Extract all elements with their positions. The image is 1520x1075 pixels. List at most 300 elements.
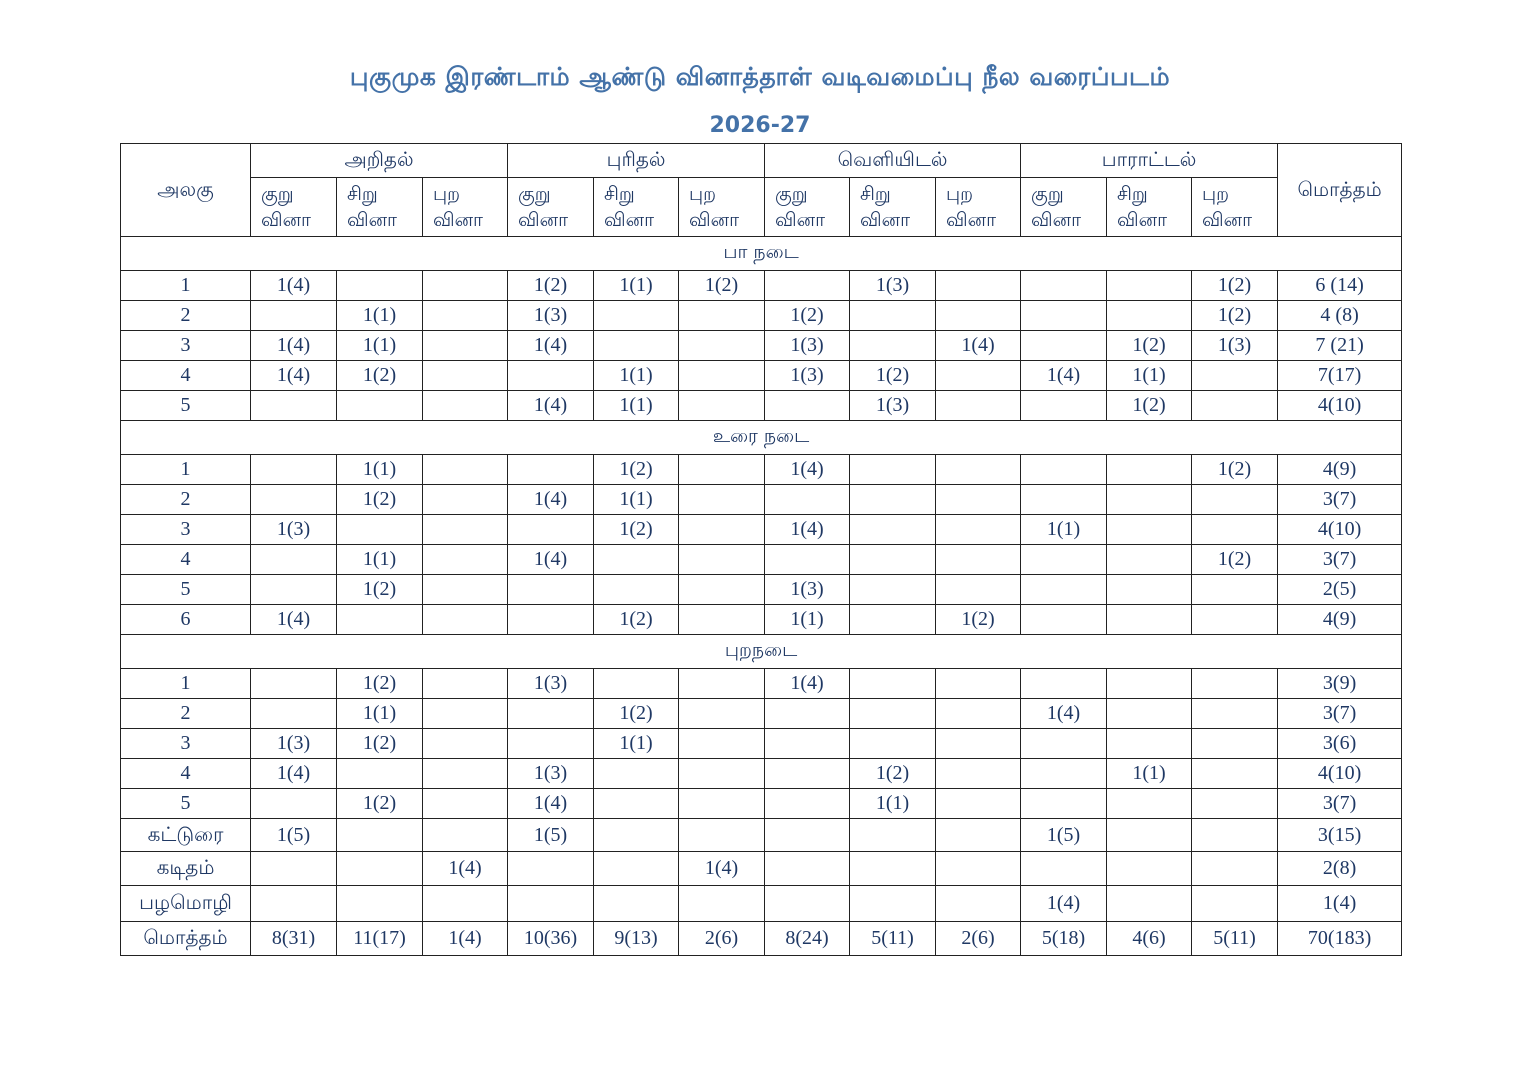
- table-cell: [1021, 669, 1107, 699]
- table-cell: [679, 545, 765, 575]
- row-total: 1(4): [1278, 886, 1402, 922]
- table-cell: [765, 391, 850, 421]
- table-cell: [251, 669, 337, 699]
- table-cell: [1107, 455, 1192, 485]
- table-cell: [1107, 485, 1192, 515]
- table-cell: [936, 819, 1021, 852]
- table-cell: 1(1): [337, 455, 423, 485]
- table-cell: [251, 789, 337, 819]
- table-cell: 1(3): [850, 391, 936, 421]
- table-cell: [1107, 669, 1192, 699]
- table-cell: [936, 515, 1021, 545]
- section-title: பா நடை: [121, 237, 1402, 271]
- row-total: 3(15): [1278, 819, 1402, 852]
- table-body: [121, 237, 1402, 956]
- header-group: வெளியிடல்: [765, 144, 1021, 178]
- table-row: [121, 789, 1402, 819]
- table-row: [121, 301, 1402, 331]
- table-cell: 1(1): [1021, 515, 1107, 545]
- row-unit: 4: [121, 545, 251, 575]
- table-cell: 1(1): [337, 699, 423, 729]
- table-cell: [936, 455, 1021, 485]
- table-cell: [850, 515, 936, 545]
- subcol-line1: சிறு: [604, 183, 635, 205]
- table-row: [121, 331, 1402, 361]
- subcol-line2: வினா: [689, 209, 739, 231]
- table-cell: [337, 759, 423, 789]
- row-total: 4 (8): [1278, 301, 1402, 331]
- table-cell: [251, 301, 337, 331]
- table-cell: [423, 819, 508, 852]
- table-cell: [936, 729, 1021, 759]
- table-cell: 1(2): [337, 789, 423, 819]
- table-cell: [251, 699, 337, 729]
- table-row: [121, 759, 1402, 789]
- table-cell: 1(2): [1107, 331, 1192, 361]
- table-cell: [679, 515, 765, 545]
- table-cell: [594, 575, 679, 605]
- header-unit: அலகு: [121, 144, 251, 237]
- table-cell: [1021, 729, 1107, 759]
- table-cell: [337, 605, 423, 635]
- table-row: [121, 699, 1402, 729]
- table-cell: [850, 485, 936, 515]
- table-cell: 1(4): [1021, 886, 1107, 922]
- row-unit: மொத்தம்: [121, 922, 251, 956]
- table-cell: [1107, 271, 1192, 301]
- table-cell: [1021, 391, 1107, 421]
- table-cell: [850, 729, 936, 759]
- table-cell: [936, 271, 1021, 301]
- subcol-line2: வினா: [860, 209, 910, 231]
- table-cell: [251, 852, 337, 886]
- row-unit: 3: [121, 331, 251, 361]
- table-cell: [850, 886, 936, 922]
- row-total: 6 (14): [1278, 271, 1402, 301]
- table-cell: [1192, 605, 1278, 635]
- table-cell: [251, 391, 337, 421]
- table-cell: [1107, 515, 1192, 545]
- table-row: [121, 852, 1402, 886]
- header-group: அறிதல்: [251, 144, 508, 178]
- table-cell: 1(4): [423, 922, 508, 956]
- subcol-line1: சிறு: [347, 183, 378, 205]
- table-cell: 1(4): [423, 852, 508, 886]
- table-row: [121, 922, 1402, 956]
- table-cell: 1(1): [594, 729, 679, 759]
- table-cell: [1192, 669, 1278, 699]
- row-unit: கட்டுரை: [121, 819, 251, 852]
- section-title: புறநடை: [121, 635, 1402, 669]
- header-subcol: [594, 178, 679, 237]
- table-cell: 1(2): [1192, 271, 1278, 301]
- table-cell: 1(4): [508, 545, 594, 575]
- table-cell: 1(3): [765, 331, 850, 361]
- table-cell: [423, 669, 508, 699]
- table-cell: [1021, 485, 1107, 515]
- row-unit: 5: [121, 575, 251, 605]
- table-cell: 1(2): [1192, 301, 1278, 331]
- table-cell: [1107, 852, 1192, 886]
- table-cell: [508, 699, 594, 729]
- table-cell: [594, 301, 679, 331]
- table-cell: 1(4): [251, 361, 337, 391]
- table-cell: [936, 485, 1021, 515]
- table-cell: [679, 455, 765, 485]
- page-title: புகுமுக இரண்டாம் ஆண்டு வினாத்தாள் வடிவமைப்பு நீல வரைப்படம்: [349, 62, 1171, 91]
- table-cell: [679, 575, 765, 605]
- table-cell: 1(4): [508, 331, 594, 361]
- table-cell: [423, 699, 508, 729]
- header-subcol: [679, 178, 765, 237]
- table-cell: 1(3): [508, 759, 594, 789]
- subcol-line2: வினா: [347, 209, 397, 231]
- subcol-line2: வினா: [775, 209, 825, 231]
- table-cell: [679, 485, 765, 515]
- table-cell: [1192, 819, 1278, 852]
- table-cell: [1107, 886, 1192, 922]
- blueprint-table: [120, 143, 1402, 956]
- table-cell: 1(4): [1021, 699, 1107, 729]
- table-cell: [337, 886, 423, 922]
- section-row: [121, 635, 1402, 669]
- table-cell: 1(2): [1192, 545, 1278, 575]
- table-cell: [850, 819, 936, 852]
- table-cell: [1021, 545, 1107, 575]
- table-cell: [508, 515, 594, 545]
- table-cell: 1(4): [508, 391, 594, 421]
- row-total: 7 (21): [1278, 331, 1402, 361]
- table-cell: [594, 331, 679, 361]
- row-total: 3(9): [1278, 669, 1402, 699]
- table-cell: 1(2): [594, 699, 679, 729]
- table-cell: [765, 789, 850, 819]
- table-row: [121, 669, 1402, 699]
- table-cell: 8(31): [251, 922, 337, 956]
- table-cell: [936, 669, 1021, 699]
- table-cell: 1(2): [594, 605, 679, 635]
- table-cell: [594, 759, 679, 789]
- table-cell: 1(3): [765, 361, 850, 391]
- table-cell: 11(17): [337, 922, 423, 956]
- table-cell: 1(1): [337, 545, 423, 575]
- table-cell: 1(1): [337, 331, 423, 361]
- table-cell: [1192, 759, 1278, 789]
- row-unit: 3: [121, 729, 251, 759]
- table-cell: [508, 361, 594, 391]
- table-cell: [594, 819, 679, 852]
- table-cell: 1(5): [251, 819, 337, 852]
- table-row: [121, 361, 1402, 391]
- table-row: [121, 729, 1402, 759]
- subcol-line1: சிறு: [860, 183, 891, 205]
- table-cell: 1(1): [850, 789, 936, 819]
- table-cell: [423, 605, 508, 635]
- table-cell: [337, 852, 423, 886]
- table-cell: 1(2): [337, 485, 423, 515]
- table-cell: [936, 361, 1021, 391]
- table-cell: [765, 819, 850, 852]
- table-cell: [850, 669, 936, 699]
- table-cell: 1(4): [679, 852, 765, 886]
- table-cell: [423, 331, 508, 361]
- row-unit: 6: [121, 605, 251, 635]
- header-group: பாராட்டல்: [1021, 144, 1278, 178]
- header-subcol: [423, 178, 508, 237]
- table-cell: 1(2): [765, 301, 850, 331]
- table-cell: [936, 575, 1021, 605]
- subcol-line1: குறு: [775, 183, 808, 205]
- table-cell: [679, 669, 765, 699]
- table-cell: [1021, 271, 1107, 301]
- row-unit: 2: [121, 485, 251, 515]
- table-row: [121, 886, 1402, 922]
- table-cell: [850, 455, 936, 485]
- header-group: புரிதல்: [508, 144, 765, 178]
- table-cell: 1(4): [251, 605, 337, 635]
- table-cell: [936, 699, 1021, 729]
- table-cell: [850, 545, 936, 575]
- subcol-line1: குறு: [1031, 183, 1064, 205]
- table-cell: [423, 391, 508, 421]
- table-cell: [251, 455, 337, 485]
- table-cell: [423, 729, 508, 759]
- table-cell: [594, 886, 679, 922]
- table-cell: [423, 301, 508, 331]
- table-cell: [508, 455, 594, 485]
- table-row: [121, 515, 1402, 545]
- table-cell: 1(1): [594, 485, 679, 515]
- table-cell: [423, 515, 508, 545]
- table-cell: 1(2): [679, 271, 765, 301]
- table-cell: [679, 789, 765, 819]
- table-row: [121, 485, 1402, 515]
- table-cell: 1(3): [1192, 331, 1278, 361]
- table-cell: [1107, 301, 1192, 331]
- row-total: 3(7): [1278, 545, 1402, 575]
- table-cell: 1(4): [251, 759, 337, 789]
- row-total: 4(9): [1278, 455, 1402, 485]
- table-cell: [337, 271, 423, 301]
- table-cell: [850, 852, 936, 886]
- row-total: 70(183): [1278, 922, 1402, 956]
- table-cell: 1(4): [508, 789, 594, 819]
- header-subcol: [765, 178, 850, 237]
- table-cell: [765, 545, 850, 575]
- table-cell: [936, 789, 1021, 819]
- table-cell: [594, 545, 679, 575]
- table-cell: 1(5): [508, 819, 594, 852]
- table-cell: 1(4): [765, 455, 850, 485]
- table-cell: [765, 729, 850, 759]
- table-cell: 1(5): [1021, 819, 1107, 852]
- table-cell: [423, 545, 508, 575]
- table-cell: 1(1): [765, 605, 850, 635]
- table-cell: 5(11): [850, 922, 936, 956]
- table-cell: [1107, 789, 1192, 819]
- subcol-line1: புற: [689, 183, 717, 205]
- table-cell: [679, 605, 765, 635]
- table-cell: 1(2): [337, 361, 423, 391]
- section-row: [121, 237, 1402, 271]
- header-subcol: [1192, 178, 1278, 237]
- row-total: 7(17): [1278, 361, 1402, 391]
- table-cell: 1(2): [508, 271, 594, 301]
- subcol-line2: வினா: [946, 209, 996, 231]
- table-cell: [423, 789, 508, 819]
- table-cell: [1107, 819, 1192, 852]
- table-cell: [251, 485, 337, 515]
- header-subcol: [508, 178, 594, 237]
- table-cell: [337, 819, 423, 852]
- academic-year: 2026-27: [709, 113, 811, 138]
- row-unit: 5: [121, 789, 251, 819]
- table-cell: [594, 669, 679, 699]
- row-unit: 1: [121, 271, 251, 301]
- table-cell: 1(3): [508, 301, 594, 331]
- row-total: 3(7): [1278, 699, 1402, 729]
- table-cell: [251, 575, 337, 605]
- table-cell: [850, 699, 936, 729]
- table-cell: [423, 455, 508, 485]
- row-total: 4(10): [1278, 515, 1402, 545]
- subcol-line2: வினா: [261, 209, 311, 231]
- table-cell: 9(13): [594, 922, 679, 956]
- table-row: [121, 605, 1402, 635]
- table-cell: [251, 545, 337, 575]
- table-cell: [1192, 699, 1278, 729]
- header-total: மொத்தம்: [1278, 144, 1402, 237]
- table-cell: [1021, 331, 1107, 361]
- table-cell: [765, 271, 850, 301]
- table-cell: 1(1): [594, 271, 679, 301]
- table-cell: [679, 729, 765, 759]
- table-cell: [936, 886, 1021, 922]
- table-cell: [508, 729, 594, 759]
- table-cell: 1(2): [1192, 455, 1278, 485]
- row-unit: 2: [121, 301, 251, 331]
- row-total: 3(7): [1278, 789, 1402, 819]
- table-cell: [936, 391, 1021, 421]
- table-cell: 1(1): [594, 361, 679, 391]
- table-cell: [251, 886, 337, 922]
- table-cell: 1(3): [508, 669, 594, 699]
- table-cell: [1192, 852, 1278, 886]
- table-cell: [508, 886, 594, 922]
- table-cell: [936, 759, 1021, 789]
- table-cell: 1(3): [251, 515, 337, 545]
- section-title: உரை நடை: [121, 421, 1402, 455]
- table-cell: [765, 886, 850, 922]
- table-cell: 1(4): [251, 271, 337, 301]
- table-cell: [1107, 699, 1192, 729]
- table-row: [121, 819, 1402, 852]
- table-cell: 1(3): [850, 271, 936, 301]
- table-cell: 1(1): [337, 301, 423, 331]
- table-cell: [1107, 605, 1192, 635]
- table-cell: [1192, 361, 1278, 391]
- header-subcol: [337, 178, 423, 237]
- table-cell: 1(4): [765, 515, 850, 545]
- table-cell: 5(11): [1192, 922, 1278, 956]
- table-cell: [1107, 575, 1192, 605]
- table-cell: [1021, 605, 1107, 635]
- table-cell: [1107, 545, 1192, 575]
- table-cell: 1(4): [765, 669, 850, 699]
- table-cell: 10(36): [508, 922, 594, 956]
- row-total: 4(9): [1278, 605, 1402, 635]
- subcol-line1: குறு: [518, 183, 551, 205]
- subcol-line2: வினா: [1117, 209, 1168, 231]
- table-cell: 1(2): [594, 455, 679, 485]
- table-cell: [679, 819, 765, 852]
- table-row: [121, 545, 1402, 575]
- table-cell: [423, 271, 508, 301]
- subcol-line1: சிறு: [1117, 183, 1148, 205]
- table-cell: [423, 886, 508, 922]
- section-row: [121, 421, 1402, 455]
- table-cell: [679, 301, 765, 331]
- subcol-line2: வினா: [433, 209, 483, 231]
- row-unit: 1: [121, 455, 251, 485]
- table-cell: [936, 545, 1021, 575]
- subcol-line2: வினா: [518, 209, 568, 231]
- table-cell: [679, 391, 765, 421]
- table-cell: [1021, 759, 1107, 789]
- table-cell: 1(4): [508, 485, 594, 515]
- row-unit: 4: [121, 361, 251, 391]
- header-subcol: [850, 178, 936, 237]
- row-unit: பழமொழி: [121, 886, 251, 922]
- table-cell: [765, 699, 850, 729]
- header-row-subcols: [121, 178, 1402, 237]
- table-cell: 1(2): [337, 575, 423, 605]
- table-cell: [1021, 789, 1107, 819]
- table-cell: 1(4): [251, 331, 337, 361]
- table-cell: [423, 575, 508, 605]
- table-cell: [1107, 729, 1192, 759]
- table-cell: [423, 361, 508, 391]
- table-cell: [1192, 391, 1278, 421]
- table-cell: 1(2): [1107, 391, 1192, 421]
- table-cell: 2(6): [936, 922, 1021, 956]
- row-total: 4(10): [1278, 759, 1402, 789]
- table-cell: [1192, 729, 1278, 759]
- table-cell: [679, 361, 765, 391]
- table-cell: [850, 301, 936, 331]
- table-cell: 1(4): [936, 331, 1021, 361]
- table-cell: [1192, 485, 1278, 515]
- row-total: 4(10): [1278, 391, 1402, 421]
- table-cell: [765, 759, 850, 789]
- table-cell: 1(2): [337, 669, 423, 699]
- table-cell: [423, 485, 508, 515]
- table-cell: [1021, 575, 1107, 605]
- table-cell: 1(2): [337, 729, 423, 759]
- subcol-line2: வினா: [1202, 209, 1253, 231]
- subcol-line2: வினா: [1031, 209, 1082, 231]
- table-cell: [1021, 301, 1107, 331]
- row-unit: 5: [121, 391, 251, 421]
- table-cell: [337, 515, 423, 545]
- table-cell: [1021, 852, 1107, 886]
- table-row: [121, 391, 1402, 421]
- table-cell: [679, 699, 765, 729]
- table-cell: [850, 575, 936, 605]
- table-cell: 1(2): [936, 605, 1021, 635]
- row-unit: 2: [121, 699, 251, 729]
- table-cell: [1192, 575, 1278, 605]
